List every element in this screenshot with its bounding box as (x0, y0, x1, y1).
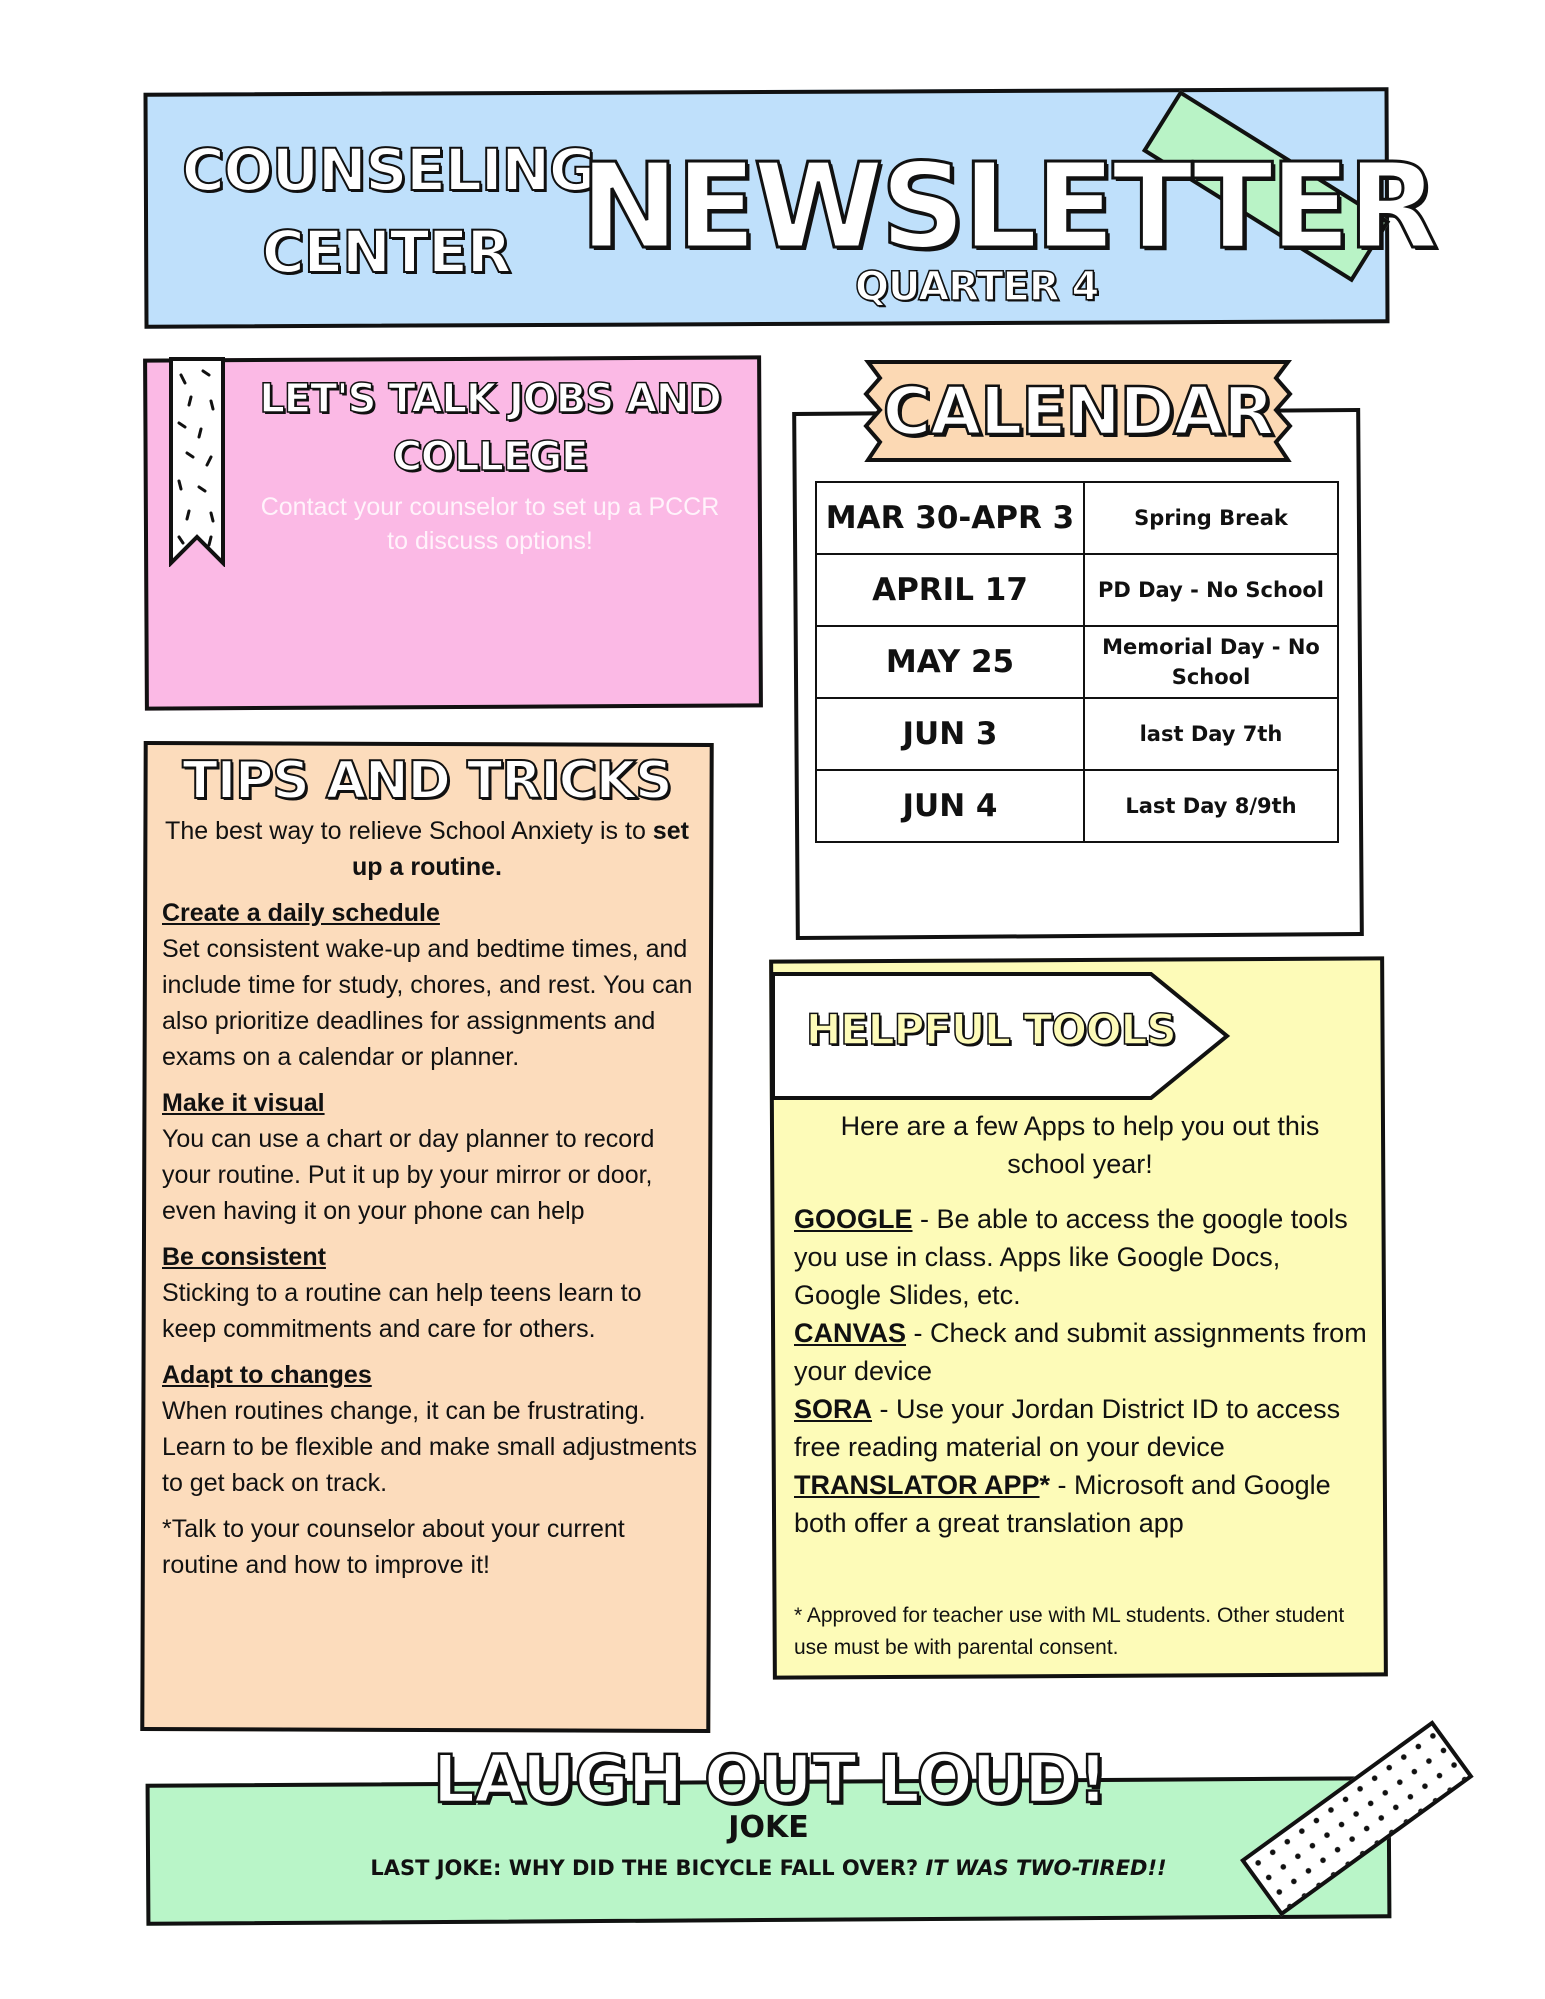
calendar-title: CALENDAR (882, 373, 1274, 450)
tips-list (162, 895, 702, 1583)
calendar-event: Memorial Day - No School (1084, 626, 1338, 698)
tips-intro (160, 813, 694, 885)
tip-item (162, 1357, 702, 1501)
joke-label: JOKE (728, 1810, 809, 1845)
calendar-event: Spring Break (1084, 482, 1338, 554)
calendar-date: MAR 30-APR 3 (816, 482, 1084, 554)
helpful-tools-intro: Here are a few Apps to help you out this school year! (840, 1111, 1320, 1179)
helpful-tools-title: HELPFUL TOOLS (806, 1005, 1176, 1054)
app-name: SORA (794, 1394, 873, 1424)
calendar-row (816, 770, 1338, 842)
jobs-college-text: Contact your counselor to set up a PCCR to discuss options! (260, 493, 720, 555)
joke-question: LAST JOKE: WHY DID THE BICYCLE FALL OVER? (370, 1856, 926, 1880)
app-item (794, 1200, 1374, 1314)
bookmark-ribbon-icon (167, 357, 227, 567)
app-desc: - Microsoft and Google both offer a great translation app (794, 1470, 1331, 1538)
app-item (794, 1390, 1374, 1466)
tip-item (162, 1085, 702, 1229)
tip-item (162, 895, 702, 1075)
calendar-date: APRIL 17 (816, 554, 1084, 626)
tip-text: Set consistent wake-up and bedtime times, and include time for study, chores, and rest. You can also prioritize deadlines for assignments and exams on a calendar or planner. (162, 935, 693, 1071)
calendar-date: MAY 25 (816, 626, 1084, 698)
tips-intro-bold: set up a routine. (352, 817, 689, 881)
calendar-row (816, 626, 1338, 698)
tip-heading: Adapt to changes (162, 1361, 372, 1389)
tips-intro-text: The best way to relieve School Anxiety is to (165, 817, 653, 845)
calendar-row (816, 482, 1338, 554)
calendar-event: PD Day - No School (1084, 554, 1338, 626)
header-center: CENTER (262, 218, 511, 286)
app-desc: - Check and submit assignments from your device (794, 1318, 1367, 1386)
calendar-event: Last Day 8/9th (1084, 770, 1338, 842)
tip-item (162, 1239, 702, 1347)
quarter-subtitle: QUARTER 4 (855, 264, 1099, 310)
app-item (794, 1314, 1374, 1390)
tip-heading: Create a daily schedule (162, 899, 440, 927)
app-asterisk: * (1039, 1470, 1051, 1500)
jobs-college-title: LET'S TALK JOBS AND COLLEGE (259, 376, 721, 480)
app-name: CANVAS (794, 1318, 907, 1348)
helpful-tools-footnote: * Approved for teacher use with ML students. Other student use must be with parental consent. (794, 1604, 1345, 1659)
apps-list (794, 1200, 1374, 1542)
joke-text (146, 1852, 1391, 1884)
tips-note: *Talk to your counselor about your current routine and how to improve it! (162, 1515, 625, 1579)
tip-text: You can use a chart or day planner to record your routine. Put it up by your mirror or door, even having it on your phone can help (162, 1125, 655, 1225)
tip-text: Sticking to a routine can help teens learn to keep commitments and care for others. (162, 1279, 642, 1343)
app-desc: - Use your Jordan District ID to access free reading material on your device (794, 1394, 1341, 1462)
calendar-row (816, 698, 1338, 770)
calendar-row (816, 554, 1338, 626)
tip-text: When routines change, it can be frustrating. Learn to be flexible and make small adjustments to get back on track. (162, 1397, 698, 1497)
tip-heading: Make it visual (162, 1089, 325, 1117)
calendar-event: last Day 7th (1084, 698, 1338, 770)
joke-punchline: IT WAS TWO-TIRED!! (925, 1856, 1167, 1880)
app-name: TRANSLATOR APP (794, 1470, 1040, 1500)
calendar-date: JUN 4 (816, 770, 1084, 842)
app-item (794, 1466, 1374, 1542)
app-name: GOOGLE (794, 1204, 913, 1234)
header-counseling: COUNSELING (182, 136, 596, 204)
tip-heading: Be consistent (162, 1243, 326, 1271)
laugh-out-loud-title: LAUGH OUT LOUD! (432, 1741, 1108, 1818)
calendar-table (815, 481, 1339, 843)
calendar-date: JUN 3 (816, 698, 1084, 770)
app-desc: - Be able to access the google tools you use in class. Apps like Google Docs, Google Slides, etc. (794, 1204, 1348, 1310)
tips-title: TIPS AND TRICKS (182, 751, 672, 811)
newsletter-title: NEWSLETTER (580, 137, 1436, 275)
